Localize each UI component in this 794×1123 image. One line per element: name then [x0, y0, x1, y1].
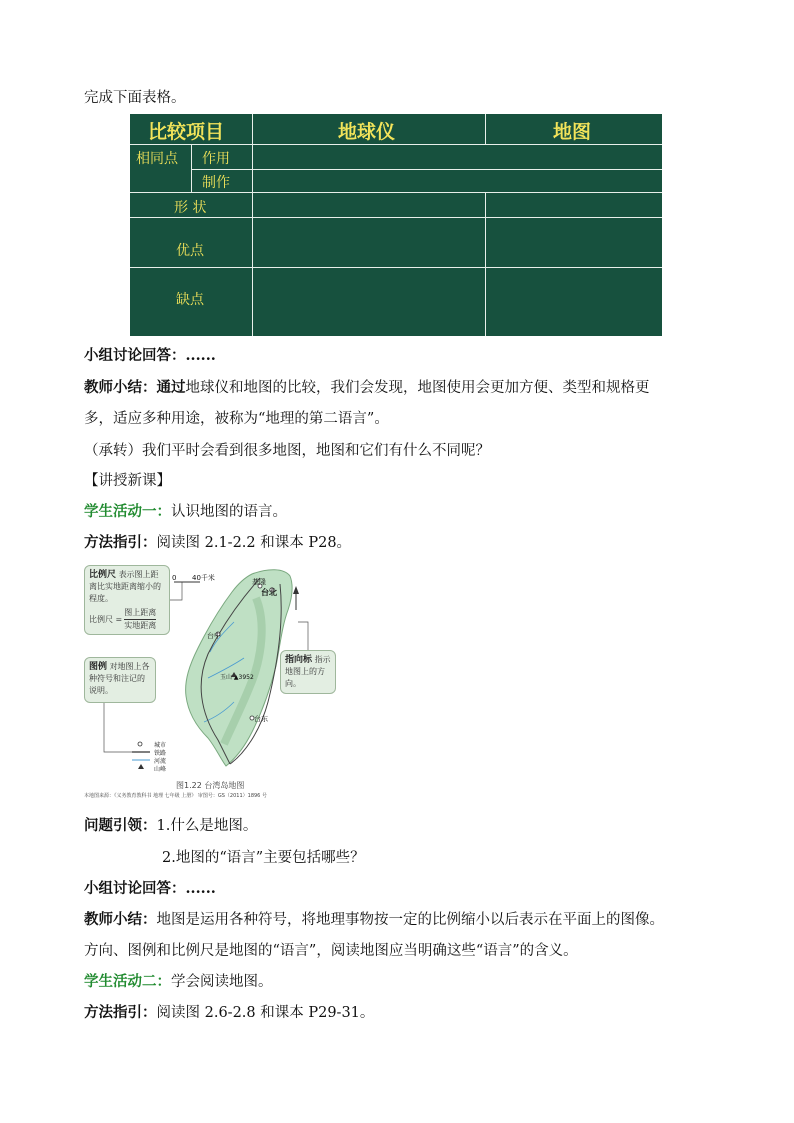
- city-taipei: 台北: [261, 588, 277, 597]
- figure-source: 本地图来源：《义务教育教科书 地理 七年级 上册》 审图号：GS（2011）1896 号: [84, 793, 267, 799]
- intro-text: 完成下面表格。: [84, 90, 186, 106]
- legend-river: 河流: [154, 758, 167, 765]
- cell-pros-map: [485, 217, 662, 267]
- activity-1: 学生活动一：认识地图的语言。: [84, 503, 287, 520]
- row-shape: 形 状: [174, 200, 207, 216]
- legend-callout: 图例 对地图上各种符号和注记的说明。: [84, 657, 156, 703]
- north-arrow-callout: 指向标 指示地图上的方向。: [280, 650, 336, 694]
- row-use: 作用: [202, 151, 230, 167]
- scale-zero-label: 0: [172, 574, 177, 582]
- cell-pros-globe: [252, 217, 485, 267]
- legend-railway: 铁路: [154, 750, 167, 757]
- figure-caption: 图1.22 台湾岛地图: [176, 781, 245, 790]
- question-2: 2.地图的“语言”主要包括哪些？: [162, 850, 365, 866]
- teacher-summary-1-line1: 教师小结：通过地球仪和地图的比较，我们会发现，地图使用会更加方便、类型和规格更: [84, 379, 650, 396]
- question-1: 问题引领：1.什么是地图。: [84, 817, 258, 834]
- row-cons: 缺点: [176, 292, 204, 308]
- city-taichung: 台中: [207, 632, 221, 640]
- header-compare-item: 比较项目: [148, 121, 225, 143]
- scale-distance-label: 40千米: [192, 574, 215, 582]
- cell-use: [252, 144, 662, 169]
- header-map: 地图: [553, 121, 592, 143]
- map-drawing: [84, 562, 336, 802]
- cell-make: [252, 169, 662, 192]
- city-keelung: 基隆: [252, 578, 266, 586]
- teacher-summary-2-line2: 方向、图例和比例尺是地图的“语言”，阅读地图应当明确这些“语言”的含义。: [84, 943, 578, 959]
- city-taitung: 台东: [254, 715, 268, 723]
- discussion-2: 小组讨论回答：......: [84, 880, 216, 897]
- header-globe: 地球仪: [338, 121, 396, 143]
- cell-cons-globe: [252, 267, 485, 336]
- taiwan-map-figure: [84, 562, 336, 802]
- legend-peak: 山峰: [154, 766, 167, 773]
- cell-cons-map: [485, 267, 662, 336]
- method-guide-1: 方法指引：阅读图 2.1-2.2 和课本 P28。: [84, 534, 352, 551]
- cell-shape-map: [485, 192, 662, 217]
- mountain-label: 玉山 ▲3952: [220, 674, 254, 681]
- method-guide-2: 方法指引：阅读图 2.6-2.8 和课本 P29-31。: [84, 1004, 375, 1021]
- row-make: 制作: [202, 175, 230, 191]
- row-pros: 优点: [176, 243, 204, 259]
- transition-text: （承转）我们平时会看到很多地图，地图和它们有什么不同呢？: [84, 443, 490, 459]
- row-same-points: 相同点: [136, 151, 178, 167]
- discussion-1: 小组讨论回答：......: [84, 347, 216, 364]
- scale-callout: 比例尺 表示图上距离比实地距离缩小的程度。 比例尺 = 图上距离 实地距离: [84, 565, 170, 635]
- activity-2: 学生活动二：学会阅读地图。: [84, 973, 273, 990]
- teacher-summary-2-line1: 教师小结：地图是运用各种符号，将地理事物按一定的比例缩小以后表示在平面上的图像。: [84, 911, 664, 928]
- cell-shape-globe: [252, 192, 485, 217]
- teacher-summary-1-line2: 多，适应多种用途，被称为“地理的第二语言”。: [84, 411, 389, 427]
- legend-city: 城市: [154, 742, 167, 749]
- comparison-table: [130, 114, 662, 336]
- section-title: 【讲授新课】: [84, 473, 171, 489]
